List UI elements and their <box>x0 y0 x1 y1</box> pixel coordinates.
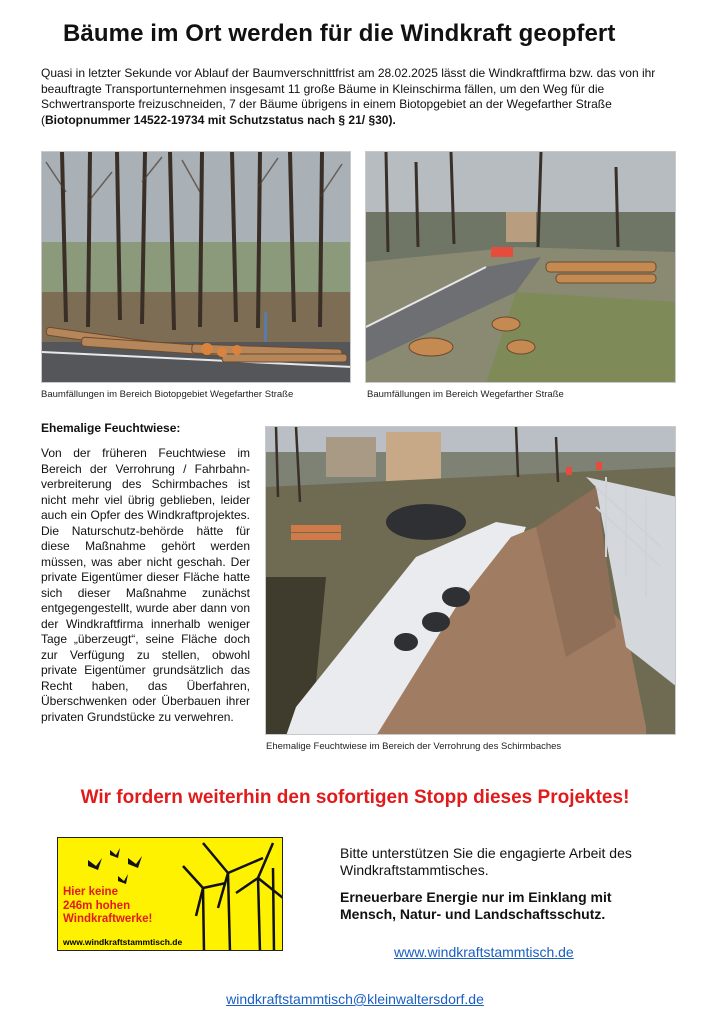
caption-left-photo: Baumfällungen im Bereich Biotopgebiet Wegefarther Straße <box>41 389 294 400</box>
demand-headline: Wir fordern weiterhin den sofortigen Stopp dieses Projektes! <box>80 787 630 808</box>
support-slogan: Erneuerbare Energie nur im Einklang mit Mensch, Natur- und Landschaftsschutz. <box>340 889 612 922</box>
support-text: Bitte unterstützen Sie die engagierte Arbeit des Windkraftstammtisches. <box>340 845 632 878</box>
website-link[interactable]: www.windkraftstammtisch.de <box>394 944 574 960</box>
forest-photo-illustration <box>42 152 351 383</box>
logo-line-3: Windkraftwerke! <box>63 913 153 925</box>
photo-felled-trees-road <box>365 151 676 383</box>
birds-icon <box>88 848 142 884</box>
page-title: Bäume im Ort werden für die Windkraft geopfert <box>63 20 616 47</box>
section-heading: Ehemalige Feuchtwiese: <box>41 421 181 435</box>
logo-slogan <box>63 886 152 927</box>
intro-paragraph <box>41 66 671 128</box>
caption-wetland-photo: Ehemalige Feuchtwiese im Bereich der Verrohrung des Schirmbaches <box>266 741 562 752</box>
intro-text: Quasi in letzter Sekunde vor Ablauf der Baumverschnittfrist am 28.02.2025 lässt die Windkraftfirma bzw. das von ihr beauftragte Transportunternehmen insgesamt 11 große Bäume in Kleinschirma fällen, um den Weg für die Schwertransporte freizuschneiden, 7 der Bäume übrigens in einem Biotopgebiet an der Wegefarther Straße ( <box>41 66 656 127</box>
section-body: Von der früheren Feuchtwiese im Bereich der Verrohrung / Fahrbahn-verbreiterung des Schirmbaches ist nicht mehr viel übrig geblieben, leider auch ein Opfer des Windkraftprojektes. Die Naturschutz-behörde hätte für diese Maßnahme gehört werden müssen, was aber nicht geschah. Der private Eigentümer dieser Fläche hatte sich dieser Maßnahme zunächst entgegengestellt, wurde aber dann von der Windkraftfirma innerhalb weniger Tage „überzeugt“, seine Fläche doch zur Verfügung zu stellen, obwohl private Eigentümer grundsätzlich das Recht haben, das Überfahren, Überschwenken oder Überbauen ihrer privaten Grundstücke zu verwehren. <box>41 446 250 724</box>
wetland-photo-illustration <box>266 427 676 735</box>
intro-biotope-number: Biotopnummer 14522-19734 mit Schutzstatus nach § 21/ §30). <box>45 112 396 127</box>
photo-felled-trees-biotope <box>41 151 351 383</box>
caption-right-photo: Baumfällungen im Bereich Wegefarther Straße <box>367 389 564 400</box>
email-link[interactable]: windkraftstammtisch@kleinwaltersdorf.de <box>226 991 484 1007</box>
windkraftstammtisch-logo <box>57 837 283 951</box>
logo-url: www.windkraftstammtisch.de <box>63 937 183 947</box>
photo-former-wetland <box>265 426 676 735</box>
road-photo-illustration <box>366 152 676 383</box>
logo-line-1: Hier keine <box>63 886 118 898</box>
logo-line-2: 246m hohen <box>63 899 131 912</box>
